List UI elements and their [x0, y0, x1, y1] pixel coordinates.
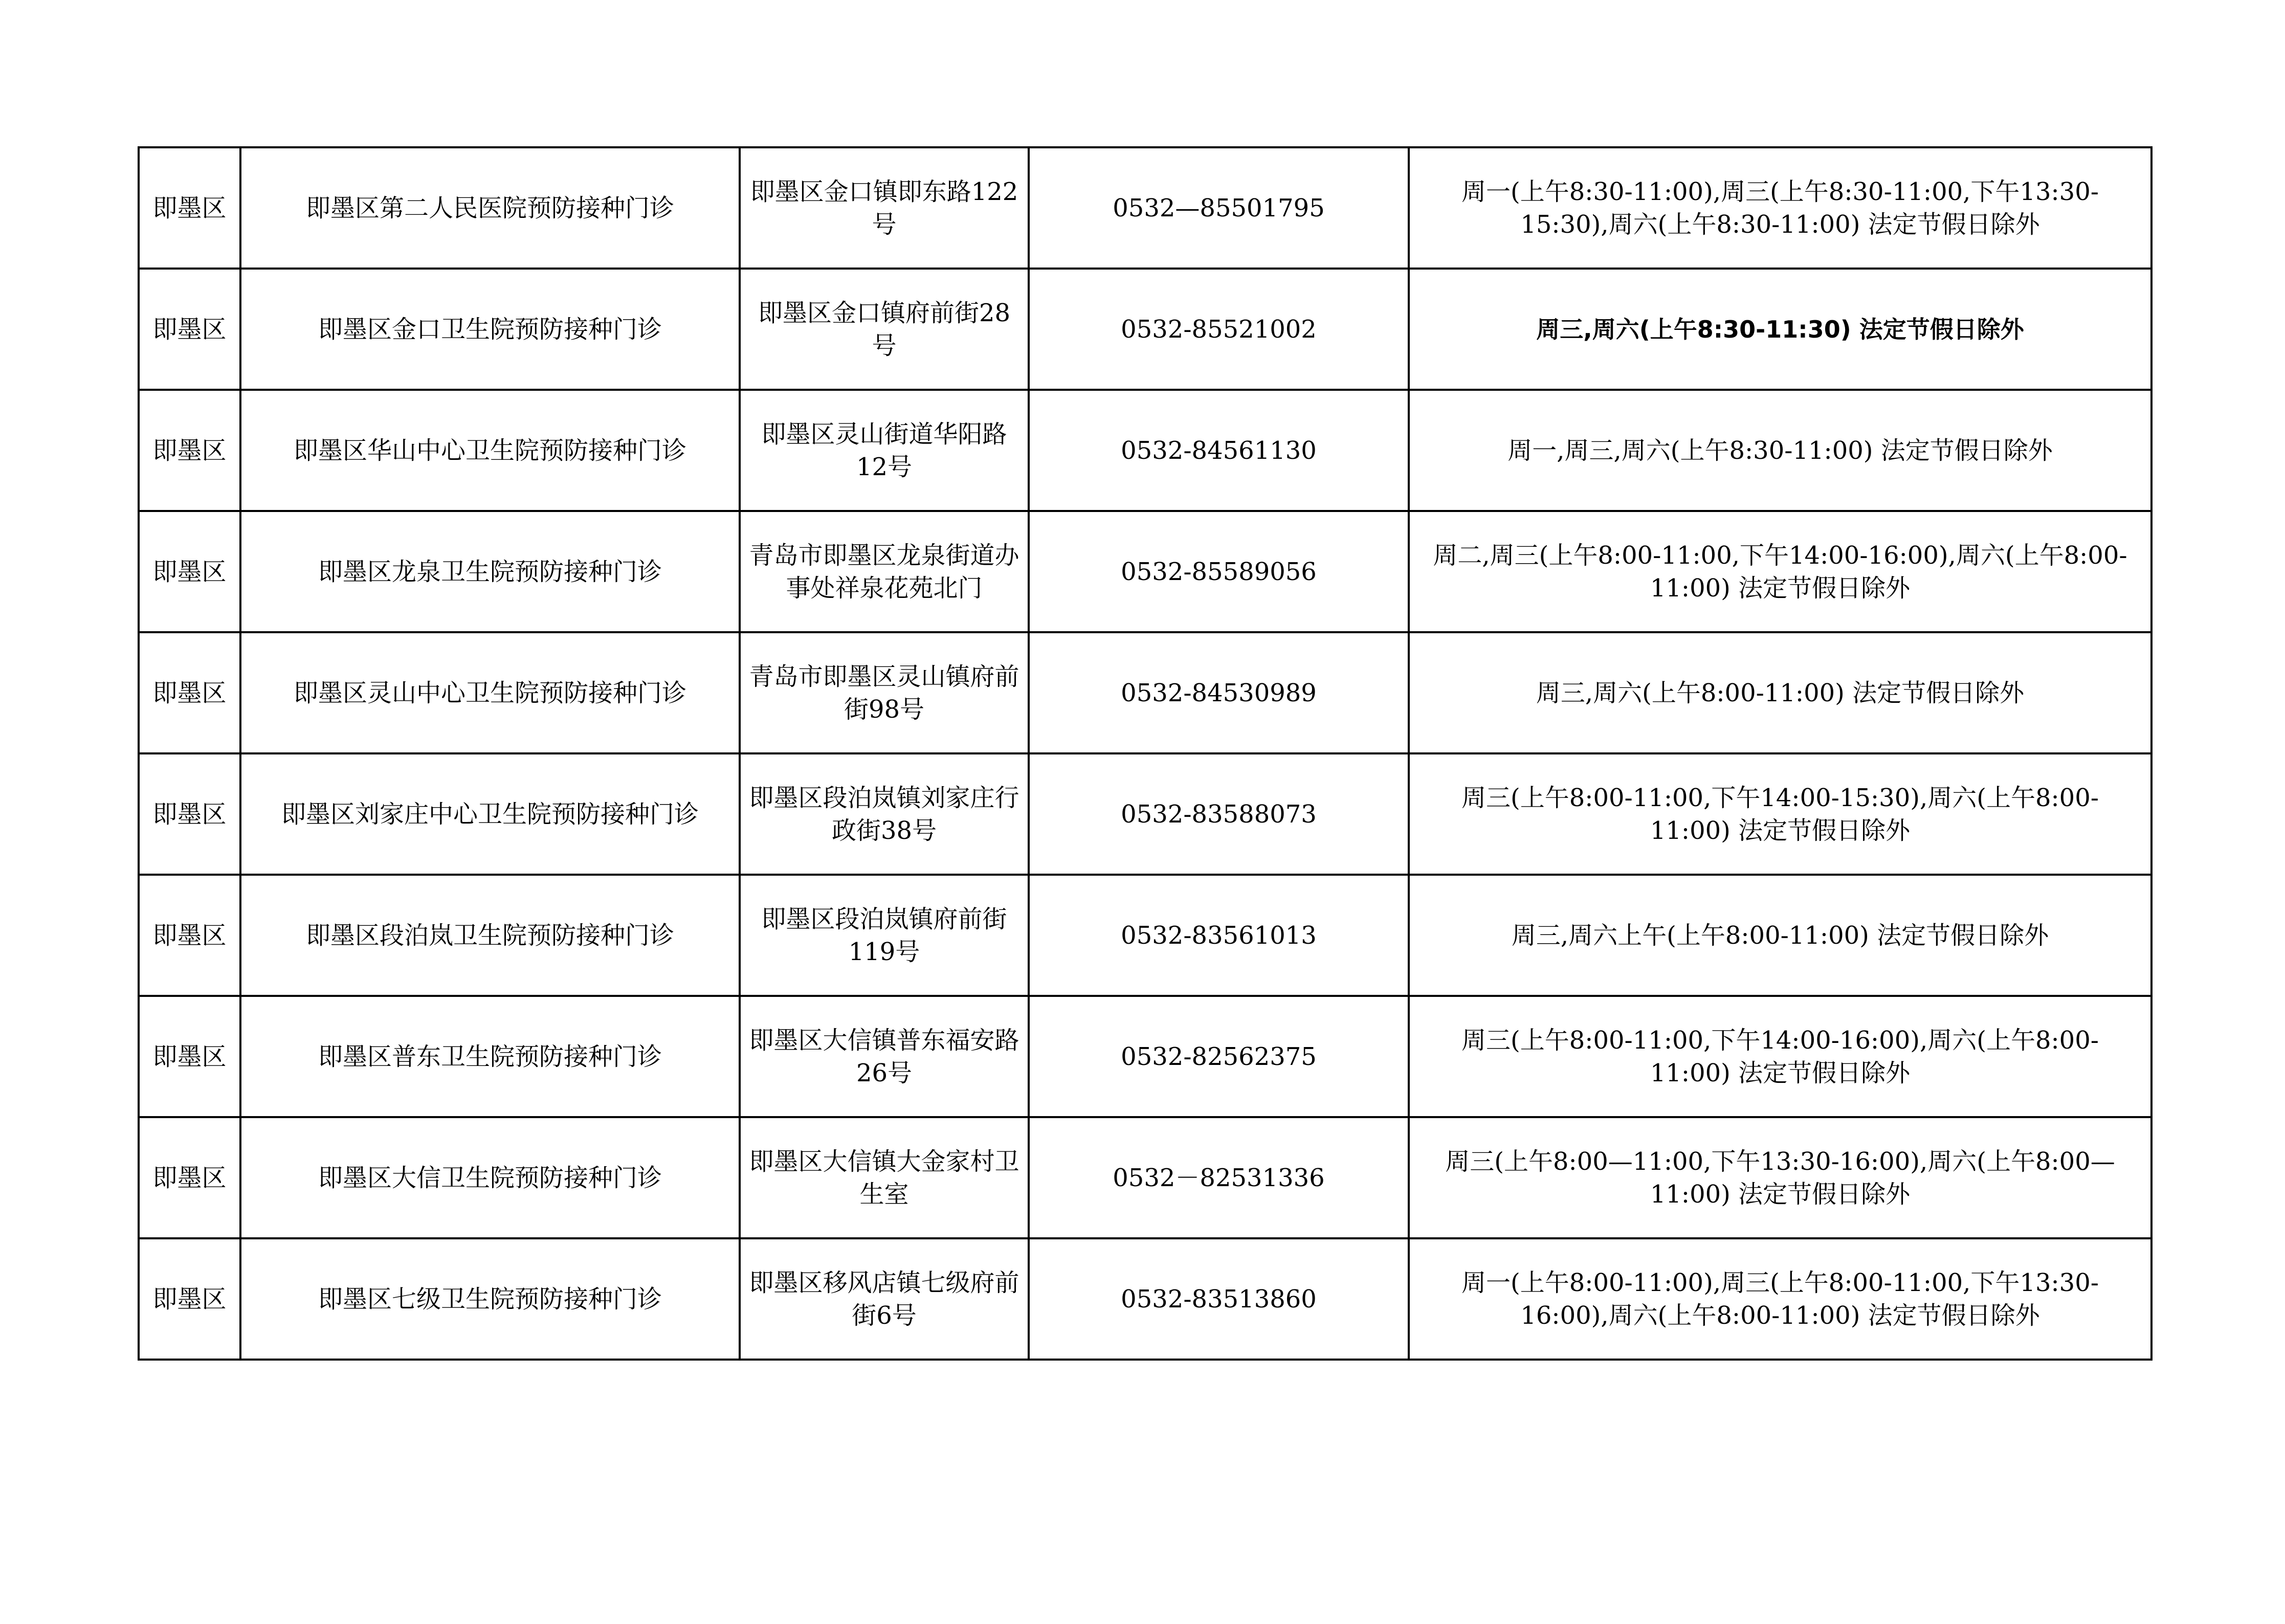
- clinic-name-cell: 即墨区龙泉卫生院预防接种门诊: [240, 511, 740, 632]
- district-cell: 即墨区: [139, 1238, 240, 1360]
- address-cell: 即墨区金口镇即东路122号: [740, 147, 1029, 269]
- vaccination-clinic-table: [138, 146, 2153, 1361]
- clinic-name-cell: 即墨区七级卫生院预防接种门诊: [240, 1238, 740, 1360]
- table-row: [139, 1117, 2151, 1238]
- phone-cell: 0532-85521002: [1029, 269, 1409, 390]
- phone-cell: 0532-84561130: [1029, 390, 1409, 511]
- service-hours-cell: 周三,周六(上午8:30-11:30) 法定节假日除外: [1409, 269, 2151, 390]
- clinic-name-cell: 即墨区灵山中心卫生院预防接种门诊: [240, 632, 740, 753]
- table-row: [139, 390, 2151, 511]
- district-cell: 即墨区: [139, 147, 240, 269]
- clinic-name-cell: 即墨区华山中心卫生院预防接种门诊: [240, 390, 740, 511]
- service-hours-cell: 周三(上午8:00—11:00,下午13:30-16:00),周六(上午8:00—11:00) 法定节假日除外: [1409, 1117, 2151, 1238]
- address-cell: 即墨区金口镇府前街28号: [740, 269, 1029, 390]
- address-cell: 青岛市即墨区龙泉街道办事处祥泉花苑北门: [740, 511, 1029, 632]
- clinic-name-cell: 即墨区金口卫生院预防接种门诊: [240, 269, 740, 390]
- service-hours-cell: 周三(上午8:00-11:00,下午14:00-15:30),周六(上午8:00-11:00) 法定节假日除外: [1409, 753, 2151, 875]
- table-row: [139, 875, 2151, 996]
- phone-cell: 0532-82562375: [1029, 996, 1409, 1117]
- district-cell: 即墨区: [139, 511, 240, 632]
- clinic-name-cell: 即墨区普东卫生院预防接种门诊: [240, 996, 740, 1117]
- service-hours-cell: 周三,周六上午(上午8:00-11:00) 法定节假日除外: [1409, 875, 2151, 996]
- district-cell: 即墨区: [139, 632, 240, 753]
- service-hours-cell: 周三,周六(上午8:00-11:00) 法定节假日除外: [1409, 632, 2151, 753]
- clinic-name-cell: 即墨区段泊岚卫生院预防接种门诊: [240, 875, 740, 996]
- table-row: [139, 1238, 2151, 1360]
- table-row: [139, 632, 2151, 753]
- phone-cell: 0532-83561013: [1029, 875, 1409, 996]
- vaccination-clinic-table-wrapper: [138, 146, 2153, 1361]
- district-cell: 即墨区: [139, 1117, 240, 1238]
- address-cell: 即墨区灵山街道华阳路12号: [740, 390, 1029, 511]
- service-hours-cell: 周一(上午8:00-11:00),周三(上午8:00-11:00,下午13:30-16:00),周六(上午8:00-11:00) 法定节假日除外: [1409, 1238, 2151, 1360]
- service-hours-cell: 周一(上午8:30-11:00),周三(上午8:30-11:00,下午13:30-15:30),周六(上午8:30-11:00) 法定节假日除外: [1409, 147, 2151, 269]
- table-row: [139, 147, 2151, 269]
- service-hours-cell: 周二,周三(上午8:00-11:00,下午14:00-16:00),周六(上午8:00-11:00) 法定节假日除外: [1409, 511, 2151, 632]
- district-cell: 即墨区: [139, 753, 240, 875]
- address-cell: 即墨区移风店镇七级府前街6号: [740, 1238, 1029, 1360]
- service-hours-cell: 周一,周三,周六(上午8:30-11:00) 法定节假日除外: [1409, 390, 2151, 511]
- table-row: [139, 269, 2151, 390]
- clinic-name-cell: 即墨区第二人民医院预防接种门诊: [240, 147, 740, 269]
- service-hours-cell: 周三(上午8:00-11:00,下午14:00-16:00),周六(上午8:00-11:00) 法定节假日除外: [1409, 996, 2151, 1117]
- phone-cell: 0532-83513860: [1029, 1238, 1409, 1360]
- address-cell: 即墨区大信镇普东福安路26号: [740, 996, 1029, 1117]
- district-cell: 即墨区: [139, 875, 240, 996]
- table-row: [139, 511, 2151, 632]
- phone-cell: 0532－82531336: [1029, 1117, 1409, 1238]
- address-cell: 青岛市即墨区灵山镇府前街98号: [740, 632, 1029, 753]
- address-cell: 即墨区段泊岚镇刘家庄行政街38号: [740, 753, 1029, 875]
- district-cell: 即墨区: [139, 996, 240, 1117]
- district-cell: 即墨区: [139, 269, 240, 390]
- phone-cell: 0532-85589056: [1029, 511, 1409, 632]
- address-cell: 即墨区大信镇大金家村卫生室: [740, 1117, 1029, 1238]
- table-row: [139, 753, 2151, 875]
- table-row: [139, 996, 2151, 1117]
- district-cell: 即墨区: [139, 390, 240, 511]
- clinic-name-cell: 即墨区大信卫生院预防接种门诊: [240, 1117, 740, 1238]
- phone-cell: 0532-83588073: [1029, 753, 1409, 875]
- address-cell: 即墨区段泊岚镇府前街119号: [740, 875, 1029, 996]
- clinic-name-cell: 即墨区刘家庄中心卫生院预防接种门诊: [240, 753, 740, 875]
- phone-cell: 0532-84530989: [1029, 632, 1409, 753]
- phone-cell: 0532—85501795: [1029, 147, 1409, 269]
